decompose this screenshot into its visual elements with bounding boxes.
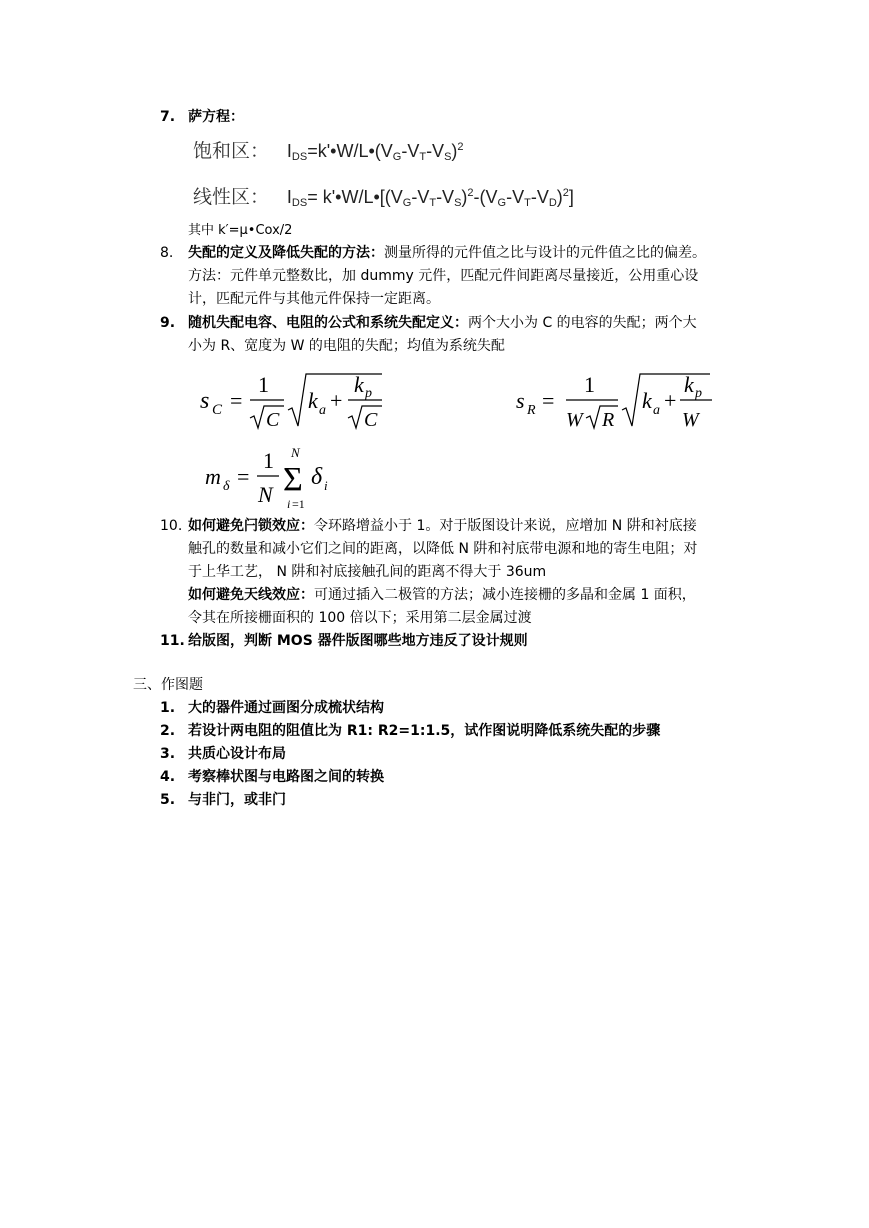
svg-text:s: s bbox=[516, 388, 525, 413]
item-title: 萨方程： bbox=[188, 109, 244, 125]
item-8-line2: 方法：元件单元整数比，加 dummy 元件，匹配元件间距离尽量接近，公用重心设 bbox=[188, 268, 699, 284]
list-item bbox=[160, 698, 384, 718]
item-title: 给版图，判断 MOS 器件版图哪些地方违反了设计规则 bbox=[188, 633, 528, 649]
svg-text:a: a bbox=[319, 403, 326, 418]
svg-text:Σ: Σ bbox=[283, 461, 303, 498]
item-number: 3. bbox=[160, 746, 176, 762]
item-9-line2: 小为 R、宽度为 W 的电阻的失配；均值为系统失配 bbox=[188, 338, 505, 354]
item-10-line3: 于上华工艺， N 阱和衬底接触孔间的距离不得大于 36um bbox=[188, 564, 547, 580]
svg-text:+: + bbox=[664, 388, 677, 413]
item-text: 若设计两电阻的阻值比为 R1: R2=1:1.5，试作图说明降低系统失配的步骤 bbox=[188, 723, 661, 739]
svg-text:i: i bbox=[287, 497, 291, 511]
k-prime-note: 其中 k′=μ•Cox/2 bbox=[188, 223, 293, 238]
list-item bbox=[160, 790, 286, 810]
svg-text:R: R bbox=[527, 403, 536, 418]
svg-text:k: k bbox=[308, 388, 318, 413]
svg-text:=: = bbox=[237, 464, 250, 489]
list-item bbox=[160, 767, 384, 787]
svg-text:=: = bbox=[542, 388, 555, 413]
svg-text:W: W bbox=[566, 409, 583, 431]
linear-label: 线性区： bbox=[193, 187, 270, 208]
saturation-label: 饱和区： bbox=[193, 141, 270, 162]
item-number: 1. bbox=[160, 700, 176, 716]
svg-text:δ: δ bbox=[223, 479, 230, 494]
svg-text:C: C bbox=[266, 409, 280, 431]
item-10-line5: 令其在所接栅面积的 100 倍以下；采用第二层金属过渡 bbox=[188, 610, 532, 626]
item-number: 11. bbox=[160, 633, 185, 649]
item-number: 2. bbox=[160, 723, 176, 739]
item-number: 10. bbox=[160, 518, 183, 534]
item-8-line3: 计，匹配元件与其他元件保持一定距离。 bbox=[188, 291, 440, 307]
list-item bbox=[160, 721, 660, 741]
item-number: 7. bbox=[160, 109, 176, 125]
item-10-line4 bbox=[188, 585, 696, 605]
list-item-11 bbox=[160, 631, 528, 651]
svg-text:k: k bbox=[684, 372, 694, 397]
list-item-9 bbox=[160, 313, 697, 333]
item-text: 考察棒状图与电路图之间的转换 bbox=[188, 769, 384, 785]
item-number: 4. bbox=[160, 769, 176, 785]
svg-text:N: N bbox=[291, 445, 300, 460]
list-item bbox=[160, 744, 286, 764]
svg-text:+: + bbox=[330, 388, 343, 413]
svg-text:p: p bbox=[365, 386, 372, 401]
item-text: 大的器件通过画图分成梳状结构 bbox=[188, 700, 384, 716]
svg-text:s: s bbox=[200, 388, 210, 414]
list-item-7 bbox=[160, 107, 244, 127]
item-10-line2: 触孔的数量和减小它们之间的距离，以降低 N 阱和衬底带电源和地的寄生电阻；对 bbox=[188, 541, 698, 557]
item-title: 失配的定义及降低失配的方法： bbox=[188, 245, 384, 261]
svg-text:N: N bbox=[258, 482, 273, 507]
item-text: 与非门，或非门 bbox=[188, 792, 286, 808]
svg-text:1: 1 bbox=[584, 372, 595, 397]
resistor-mismatch-formula bbox=[514, 368, 714, 438]
item-text: 令环路增益小于 1。对于版图设计来说，应增加 N 阱和衬底接 bbox=[314, 518, 697, 534]
svg-text:p: p bbox=[695, 386, 702, 401]
antenna-title: 如何避免天线效应： bbox=[188, 587, 314, 603]
saturation-equation bbox=[193, 136, 464, 163]
saturation-formula: $I_{DS}=k'•W/L•(V_G-V_T-V_S)^2$ bbox=[286, 141, 464, 163]
item-text: 两个大小为 C 的电容的失配；两个大 bbox=[468, 315, 697, 331]
list-item-10 bbox=[160, 516, 697, 536]
linear-formula: $I_{DS}=$ $k'•W/L•[(V_G-V_T-V_S)^2-(V_G-V_T-V_D)^2]$ bbox=[286, 187, 574, 209]
item-number: 8. bbox=[160, 245, 174, 261]
svg-text:=: = bbox=[230, 388, 243, 413]
svg-text:k: k bbox=[642, 388, 652, 413]
systematic-mismatch-formula bbox=[203, 444, 343, 514]
antenna-text: 可通过插入二极管的方法；减小连接栅的多晶和金属 1 面积， bbox=[314, 587, 696, 603]
item-text: 测量所得的元件值之比与设计的元件值之比的偏差。 bbox=[384, 245, 706, 261]
svg-text:=1: =1 bbox=[292, 497, 305, 511]
svg-text:1: 1 bbox=[258, 372, 269, 397]
svg-text:1: 1 bbox=[263, 448, 274, 473]
svg-text:k: k bbox=[354, 372, 364, 397]
capacitor-mismatch-formula bbox=[198, 364, 398, 434]
svg-text:m: m bbox=[205, 464, 221, 489]
item-text: 共质心设计布局 bbox=[188, 746, 286, 762]
svg-text:a: a bbox=[653, 403, 660, 418]
svg-text:W: W bbox=[682, 409, 699, 431]
section-heading: 三、作图题 bbox=[133, 677, 203, 693]
list-item-8 bbox=[160, 243, 706, 263]
item-number: 9. bbox=[160, 315, 176, 331]
svg-text:C: C bbox=[212, 402, 223, 418]
svg-text:C: C bbox=[364, 409, 378, 431]
item-title: 如何避免闩锁效应： bbox=[188, 518, 314, 534]
linear-equation bbox=[193, 182, 574, 209]
svg-text:δ: δ bbox=[311, 464, 323, 490]
item-title: 随机失配电容、电阻的公式和系统失配定义： bbox=[188, 315, 468, 331]
svg-text:i: i bbox=[324, 478, 328, 493]
svg-text:R: R bbox=[602, 409, 615, 431]
item-number: 5. bbox=[160, 792, 176, 808]
